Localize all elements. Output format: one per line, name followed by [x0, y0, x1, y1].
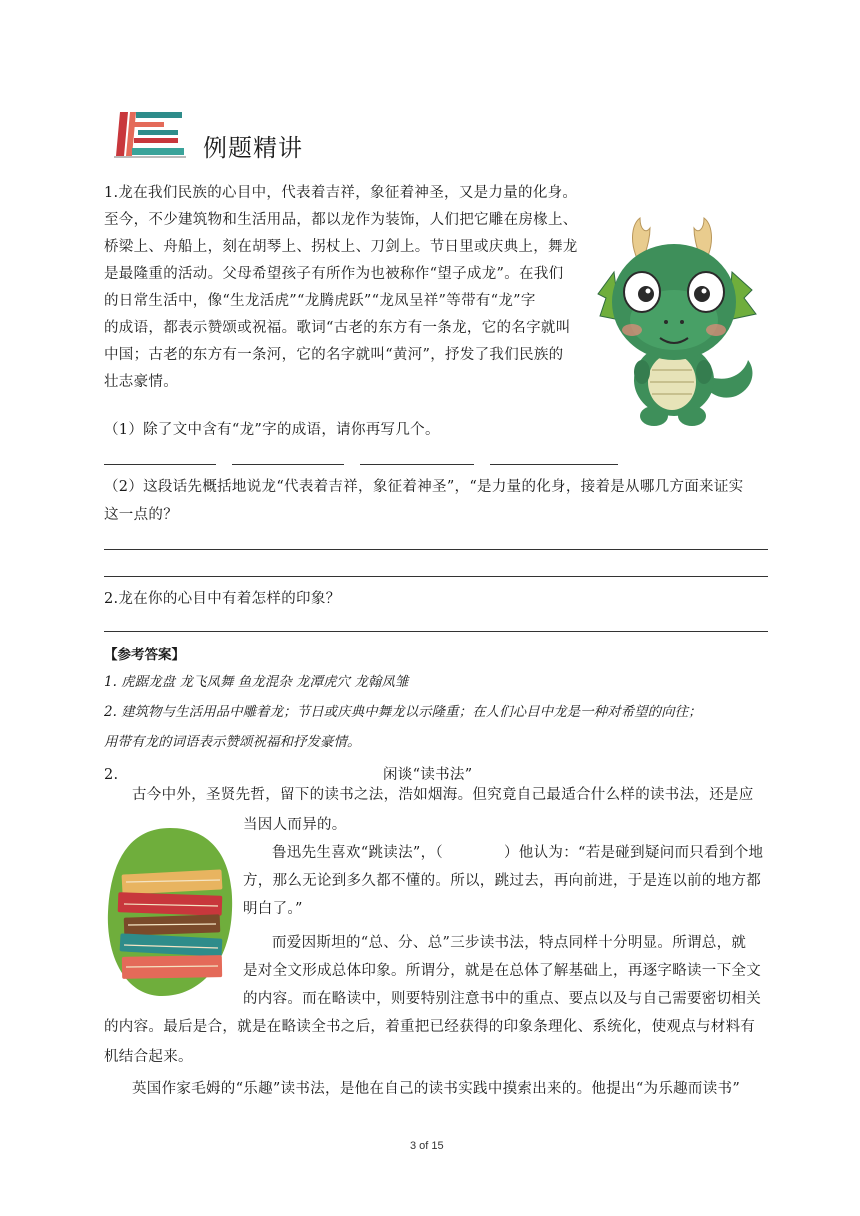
- answer-blank[interactable]: [232, 464, 344, 465]
- reading-p4-line1: 英国作家毛姆的“乐趣”读书法，是他在自己的读书实践中摸索出来的。他提出“为乐趣而读书”: [132, 1081, 741, 1097]
- reading-p2-start: 鲁迅先生喜欢“跳读法”，（: [272, 845, 443, 861]
- answer-blank[interactable]: [104, 464, 216, 465]
- dragon-illustration: [596, 210, 761, 435]
- section-logo-icon: [110, 108, 188, 162]
- section-title: 例题精讲: [203, 134, 303, 162]
- reading-p1-cont: 当因人而异的。: [243, 817, 347, 833]
- page-number: 3 of 15: [410, 1140, 444, 1152]
- reading-p3-line4: 的内容。最后是合，就是在略读全书之后，着重把已经获得的印象条理化、系统化，使观点与材料有: [104, 1019, 756, 1035]
- passage-line: 1.龙在我们民族的心目中，代表着吉祥，象征着神圣，又是力量的化身。: [104, 185, 578, 201]
- answer-line[interactable]: [104, 576, 768, 577]
- question-2: 2.龙在你的心目中有着怎样的印象？: [104, 591, 341, 607]
- reading-title: 闲谈“读书法”: [383, 767, 473, 783]
- passage-line: 的成语，都表示赞颂或祝福。歌词“古老的东方有一条龙，它的名字就叫: [104, 320, 571, 336]
- passage-line: 是最隆重的活动。父母希望孩子有所作为也被称作“望子成龙”。在我们: [104, 266, 564, 282]
- answer-heading: 【参考答案】: [104, 647, 185, 663]
- answer-1: 1. 虎踞龙盘 龙飞凤舞 鱼龙混杂 龙潭虎穴 龙翰凤雏: [104, 674, 409, 690]
- question-1-passage: [104, 180, 578, 396]
- books-illustration: [104, 824, 236, 1000]
- answer-line[interactable]: [104, 549, 768, 550]
- sub-question-2-cont: 这一点的？: [104, 507, 178, 523]
- answer-blank[interactable]: [360, 464, 474, 465]
- answer-blank[interactable]: [490, 464, 618, 465]
- answer-2: 2. 建筑物与生活用品中雕着龙；节日或庆典中舞龙以示隆重；在人们心目中龙是一种对希望的向往；: [104, 704, 702, 720]
- reading-p2-end: ）他认为：“若是碰到疑问而只看到个地: [504, 845, 764, 861]
- passage-line: 壮志豪情。: [104, 374, 178, 390]
- reading-number: 2.: [104, 767, 119, 783]
- reading-p2-line2: 方，那么无论到多久都不懂的。所以，跳过去，再向前进，于是连以前的地方都: [243, 873, 761, 889]
- answer-2-cont: 用带有龙的词语表示赞颂祝福和抒发豪情。: [104, 734, 361, 750]
- reading-p3-line2: 是对全文形成总体印象。所谓分，就是在总体了解基础上，再逐字略读一下全文: [243, 963, 761, 979]
- sub-question-2: （2）这段话先概括地说龙“代表着吉祥，象征着神圣”，“是力量的化身，接着是从哪几方面来证实: [104, 479, 744, 495]
- reading-p3-line3: 的内容。而在略读中，则要特别注意书中的重点、要点以及与自己需要密切相关: [243, 991, 761, 1007]
- reading-p2-line3: 明白了。”: [243, 901, 303, 917]
- passage-line: 至今，不少建筑物和生活用品，都以龙作为装饰，人们把它雕在房椽上、: [104, 212, 578, 228]
- reading-p1: 古今中外，圣贤先哲，留下的读书之法，浩如烟海。但究竟自己最适合什么样的读书法，还是应: [132, 787, 754, 803]
- reading-p3-line1: 而爱因斯坦的“总、分、总”三步读书法，特点同样十分明显。所谓总，就: [272, 935, 747, 951]
- passage-line: 桥梁上、舟船上，刻在胡琴上、拐杖上、刀剑上。节日里或庆典上，舞龙: [104, 239, 578, 255]
- passage-line: 的日常生活中，像“生龙活虎”“龙腾虎跃”“龙凤呈祥”等带有“龙”字: [104, 293, 536, 309]
- passage-line: 中国；古老的东方有一条河，它的名字就叫“黄河”，抒发了我们民族的: [104, 347, 564, 363]
- reading-p3-line5: 机结合起来。: [104, 1049, 193, 1065]
- answer-line[interactable]: [104, 631, 768, 632]
- sub-question-1: （1）除了文中含有“龙”字的成语，请你再写几个。: [104, 422, 440, 438]
